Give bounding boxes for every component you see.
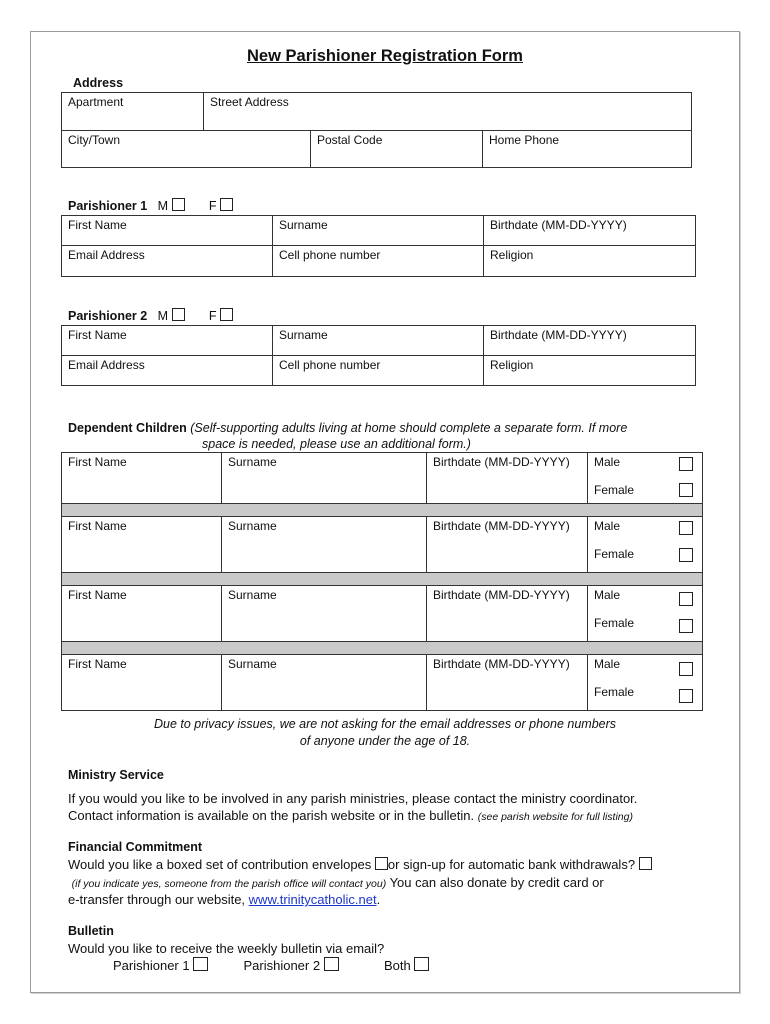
p2-cell-label: Cell phone number	[279, 358, 381, 372]
child3-female-label: Female	[594, 616, 635, 630]
city-field[interactable]	[62, 131, 311, 168]
bulletin-opt2-label: Parishioner 2	[243, 958, 321, 973]
child2-surname-field[interactable]	[222, 517, 427, 573]
child3-male-checkbox[interactable]	[679, 592, 693, 606]
city-label: City/Town	[68, 133, 121, 147]
parishioner2-heading: Parishioner 2	[68, 309, 148, 323]
child4-female-label: Female	[594, 685, 635, 699]
address-heading: Address	[73, 76, 124, 90]
privacy-line1: Due to privacy issues, we are not asking for the email addresses or phone numbers	[153, 717, 617, 731]
bulletin-options	[113, 957, 429, 974]
p1-religion-field[interactable]	[484, 246, 696, 277]
p1-first-name-label: First Name	[68, 218, 127, 232]
p1-email-field[interactable]	[62, 246, 273, 277]
child2-birthdate-field[interactable]	[427, 517, 588, 573]
postal-label: Postal Code	[317, 133, 383, 147]
parishioner2-f-checkbox[interactable]	[220, 308, 233, 321]
financial-etransfer-text: e-transfer through our website,	[68, 892, 246, 907]
child2-first-name-label: First Name	[68, 519, 127, 533]
child-row	[62, 655, 703, 711]
child-row	[62, 586, 703, 642]
children-table	[61, 452, 703, 711]
envelopes-checkbox[interactable]	[375, 857, 388, 870]
child2-female-checkbox[interactable]	[679, 548, 693, 562]
bulletin-heading: Bulletin	[68, 924, 114, 938]
parishioner1-table	[61, 215, 696, 277]
child1-birthdate-field[interactable]	[427, 453, 588, 504]
financial-envelopes-text: Would you like a boxed set of contribution envelopes	[68, 857, 372, 872]
child2-birthdate-label: Birthdate (MM-DD-YYYY)	[433, 519, 570, 533]
p1-email-label: Email Address	[68, 248, 145, 262]
p1-birthdate-label: Birthdate (MM-DD-YYYY)	[490, 218, 627, 232]
p2-cell-field[interactable]	[273, 356, 484, 386]
p2-email-field[interactable]	[62, 356, 273, 386]
ministry-line2-note: (see parish website for full listing)	[477, 811, 633, 823]
child4-first-name-label: First Name	[68, 657, 127, 671]
child2-male-label: Male	[594, 519, 621, 533]
children-heading: Dependent Children	[68, 421, 187, 435]
child3-birthdate-label: Birthdate (MM-DD-YYYY)	[433, 588, 570, 602]
child1-surname-label: Surname	[228, 455, 277, 469]
postal-field[interactable]	[311, 131, 483, 168]
child3-male-label: Male	[594, 588, 621, 602]
parishioner1-m-label: M	[157, 199, 169, 213]
p1-surname-label: Surname	[279, 218, 328, 232]
child4-first-name-field[interactable]	[62, 655, 222, 711]
row-separator	[62, 504, 703, 517]
parishioner1-header	[68, 198, 233, 213]
p1-first-name-field[interactable]	[62, 216, 273, 246]
child4-surname-field[interactable]	[222, 655, 427, 711]
street-label: Street Address	[210, 95, 289, 109]
apartment-label: Apartment	[68, 95, 124, 109]
bulletin-p1-checkbox[interactable]	[193, 957, 208, 971]
child4-birthdate-label: Birthdate (MM-DD-YYYY)	[433, 657, 570, 671]
financial-withdrawals-text: or sign-up for automatic bank withdrawals?	[387, 857, 636, 872]
p1-cell-field[interactable]	[273, 246, 484, 277]
address-table	[61, 92, 692, 168]
parishioner2-table	[61, 325, 696, 386]
p2-surname-field[interactable]	[273, 326, 484, 356]
child2-male-checkbox[interactable]	[679, 521, 693, 535]
parishioner1-heading: Parishioner 1	[68, 199, 148, 213]
p1-birthdate-field[interactable]	[484, 216, 696, 246]
financial-period: .	[376, 892, 381, 907]
financial-line1	[68, 856, 652, 873]
financial-line3	[68, 891, 380, 908]
children-heading-line	[68, 421, 627, 435]
p2-email-label: Email Address	[68, 358, 145, 372]
child4-birthdate-field[interactable]	[427, 655, 588, 711]
p1-religion-label: Religion	[490, 248, 534, 262]
bulletin-opt1-label: Parishioner 1	[113, 958, 190, 973]
ministry-heading: Ministry Service	[68, 768, 164, 782]
parishioner2-m-checkbox[interactable]	[172, 308, 185, 321]
child2-surname-label: Surname	[228, 519, 277, 533]
ministry-line1: If you would you like to be involved in any parish ministries, please contact the ministry coordinator.	[68, 791, 638, 806]
p2-religion-label: Religion	[490, 358, 534, 372]
financial-donate-text: You can also donate by credit card or	[389, 875, 604, 890]
child3-first-name-label: First Name	[68, 588, 127, 602]
child1-birthdate-label: Birthdate (MM-DD-YYYY)	[433, 455, 570, 469]
child1-surname-field[interactable]	[222, 453, 427, 504]
child2-female-label: Female	[594, 547, 635, 561]
parishioner2-f-label: F	[208, 309, 217, 323]
parishioner1-f-checkbox[interactable]	[220, 198, 233, 211]
child3-surname-label: Surname	[228, 588, 277, 602]
child-row	[62, 517, 703, 573]
child4-male-label: Male	[594, 657, 621, 671]
bulletin-question: Would you like to receive the weekly bulletin via email?	[68, 941, 385, 956]
bulletin-both-checkbox[interactable]	[414, 957, 429, 971]
parishioner1-f-label: F	[208, 199, 217, 213]
home-phone-label: Home Phone	[489, 133, 560, 147]
p2-surname-label: Surname	[279, 328, 328, 342]
p1-cell-label: Cell phone number	[279, 248, 381, 262]
child4-female-checkbox[interactable]	[679, 689, 693, 703]
ministry-text	[68, 790, 637, 826]
child4-male-checkbox[interactable]	[679, 662, 693, 676]
row-separator	[62, 573, 703, 586]
p2-birthdate-field[interactable]	[484, 326, 696, 356]
child1-first-name-field[interactable]	[62, 453, 222, 504]
children-note-line2: space is needed, please use an additional form.)	[202, 437, 471, 451]
child4-surname-label: Surname	[228, 657, 277, 671]
financial-note: (if you indicate yes, someone from the parish office will contact you)	[71, 878, 387, 890]
child1-female-label: Female	[594, 483, 635, 497]
child1-first-name-label: First Name	[68, 455, 127, 469]
privacy-line2: of anyone under the age of 18.	[299, 734, 471, 748]
form-title: New Parishioner Registration Form	[247, 47, 523, 65]
parishioner1-m-checkbox[interactable]	[172, 198, 185, 211]
row-separator	[62, 642, 703, 655]
child1-male-label: Male	[594, 455, 621, 469]
p1-surname-field[interactable]	[273, 216, 484, 246]
ministry-line2: Contact information is available on the parish website or in the bulletin.	[68, 808, 475, 823]
home-phone-field[interactable]	[483, 131, 692, 168]
withdrawals-checkbox[interactable]	[639, 857, 652, 870]
bulletin-p2-checkbox[interactable]	[324, 957, 339, 971]
child3-first-name-field[interactable]	[62, 586, 222, 642]
financial-heading: Financial Commitment	[68, 840, 203, 854]
parishioner2-m-label: M	[157, 309, 169, 323]
child1-female-checkbox[interactable]	[679, 483, 693, 497]
bulletin-opt3-label: Both	[383, 958, 411, 973]
privacy-note	[0, 716, 770, 750]
street-field[interactable]	[204, 93, 692, 131]
child2-first-name-field[interactable]	[62, 517, 222, 573]
p2-first-name-field[interactable]	[62, 326, 273, 356]
p2-first-name-label: First Name	[68, 328, 127, 342]
child3-female-checkbox[interactable]	[679, 619, 693, 633]
p2-birthdate-label: Birthdate (MM-DD-YYYY)	[490, 328, 627, 342]
child-row	[62, 453, 703, 504]
p2-religion-field[interactable]	[484, 356, 696, 386]
apartment-field[interactable]	[62, 93, 204, 131]
parishioner2-header	[68, 308, 233, 323]
children-note-line1: (Self-supporting adults living at home should complete a separate form. If more	[190, 421, 628, 435]
website-link[interactable]: www.trinitycatholic.net	[248, 892, 377, 907]
child3-surname-field[interactable]	[222, 586, 427, 642]
child3-birthdate-field[interactable]	[427, 586, 588, 642]
child1-male-checkbox[interactable]	[679, 457, 693, 471]
